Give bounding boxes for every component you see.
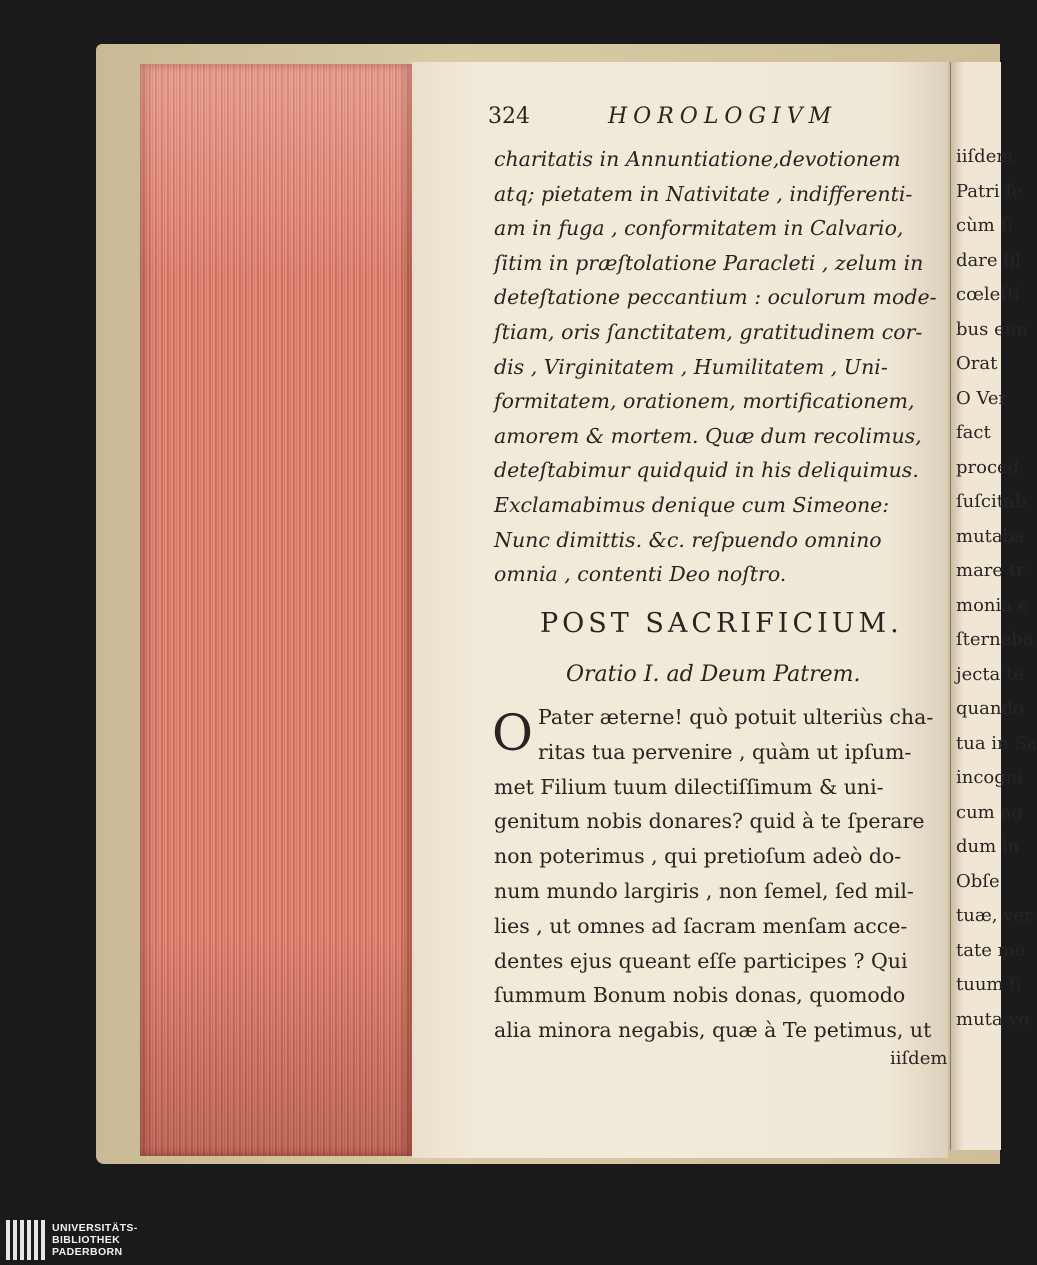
text-line: omnia , contenti Deo noſtro. [494, 562, 787, 587]
text-line: charitatis in Annuntiatione,devotionem [494, 147, 901, 171]
fragment-line: ſterneba [956, 629, 1034, 650]
fragment-line: cum ag [956, 801, 1023, 823]
fragment-line: dare fil [956, 249, 1021, 271]
prayer-title: Oratio I. ad Deum Patrem. [566, 662, 861, 687]
fragment-line: incogni [956, 767, 1024, 788]
text-line: am in fuga , conformitatem in Calvario, [494, 216, 904, 241]
fragment-line: Obſe [956, 870, 1000, 892]
fragment-line: tuum ſi [956, 974, 1022, 995]
fragment-line: cœleſti [956, 284, 1020, 305]
text-line: deteſtabimur quidquid in his deliquimus. [494, 458, 919, 483]
fragment-line: O Ver [956, 387, 1008, 409]
text-line: ſtiam, oris ſanctitatem, gratitudinem cor- [494, 319, 923, 344]
italic-paragraph [494, 142, 940, 592]
page-edges-shading [140, 64, 412, 1156]
text-line: ritas tua pervenire , quàm ut ipſum- [538, 739, 912, 764]
prayer-paragraph [494, 700, 940, 1048]
section-heading: POST SACRIFICIUM. [540, 608, 903, 639]
page-number: 324 [488, 104, 530, 129]
fragment-line: iiſdem [956, 146, 1014, 167]
fragment-line: mare tr [956, 560, 1025, 581]
fragment-line: quando [956, 698, 1024, 719]
fragment-line: tuæ, ver [956, 905, 1033, 926]
logo-line: UNIVERSITÄTS- [52, 1222, 138, 1234]
text-line: dis , Virginitatem , Humilitatem , Uni- [494, 354, 888, 379]
text-line: formitatem, orationem, mortificationem, [494, 389, 915, 414]
fragment-line: ſuſcitab [956, 491, 1027, 512]
fragment-line: bus eun [956, 318, 1028, 340]
text-line: non poterimus , qui pretioſum adeò do- [494, 844, 902, 869]
text-line: ſummum Bonum nobis donas, quomodo [494, 983, 906, 1008]
logo-line: PADERBORN [52, 1246, 123, 1258]
footer-bar [0, 1215, 1000, 1265]
drop-cap: O [492, 704, 533, 762]
text-line: deteſtatione peccantium : oculorum mode- [494, 285, 937, 310]
text-line: alia minora negabis, quæ à Te petimus, ut [494, 1018, 932, 1043]
running-head [488, 104, 908, 136]
fragment-line: proced [956, 456, 1020, 478]
fragment-line: tate me [956, 939, 1026, 961]
text-line: num mundo largiris , non ſemel, ſed mil- [494, 878, 914, 903]
text-line: lies , ut omnes ad ſacram menſam acce- [494, 913, 908, 938]
fragment-line: tua in Sa [956, 732, 1037, 754]
fragment-line: Patri ſe [956, 180, 1023, 202]
text-line: met Filium tuum dilectiſſimum & uni- [494, 774, 884, 799]
text-line: Pater æterne! quò potuit ulteriùs cha- [538, 705, 934, 729]
fragment-line: Orat [956, 353, 998, 374]
text-line: amorem & mortem. Quæ dum recolimus, [494, 423, 922, 448]
catchword: iiſdem [890, 1048, 948, 1069]
text-line: Nunc dimittis. &c. reſpuendo omnino [494, 527, 882, 552]
library-logo-text [52, 1222, 138, 1258]
right-page-text-fragments [956, 140, 1037, 1037]
fragment-line: monia e [956, 594, 1029, 616]
page-edges-red [140, 64, 412, 1156]
text-line: Exclamabimus denique cum Simeone: [494, 492, 890, 517]
text-line: atq; pietatem in Nativitate , indifferenti- [494, 181, 913, 206]
fragment-line: mutaba [956, 525, 1025, 547]
text-line: genitum nobis donares? quid à te ſperare [494, 809, 925, 834]
fragment-line: dum in [956, 836, 1020, 857]
fragment-line: jecta te [956, 663, 1024, 685]
text-line: ſitim in præſtolatione Paracleti , zelum in [494, 250, 924, 275]
fragment-line: muta vo [956, 1008, 1030, 1030]
fragment-line: fact [956, 422, 991, 443]
logo-line: BIBLIOTHEK [52, 1234, 121, 1246]
fragment-line: cùm ſi [956, 215, 1013, 236]
library-logo-icon [6, 1220, 46, 1260]
text-line: dentes ejus queant eſſe participes ? Qui [494, 948, 908, 973]
running-title: HOROLOGIVM [608, 104, 838, 129]
